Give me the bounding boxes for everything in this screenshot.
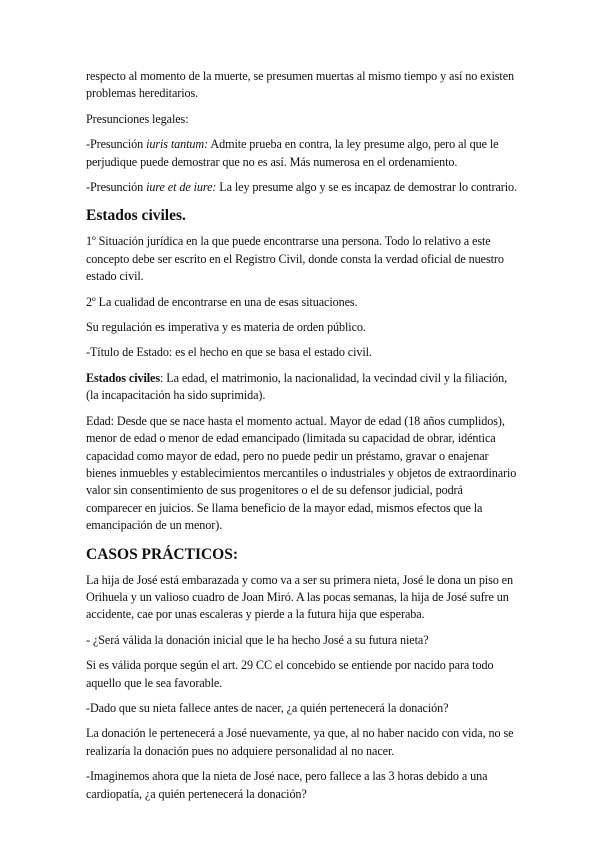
definition: : La edad, el matrimonio, la nacionalidad, la vecindad civil y la filiación, (la incapacitación ha sido suprimida). xyxy=(86,370,508,403)
paragraph-iuris-tantum xyxy=(86,136,518,171)
question-2: -Dado que su nieta fallece antes de nacer, ¿a quién pertenecerá la donación? xyxy=(86,700,449,715)
question-1: - ¿Será válida la donación inicial que le ha hecho José a su futura nieta? xyxy=(86,632,429,647)
definition: Admite prueba en contra, la ley presume algo, pero al que le perjudique puede demostrar que no es así. Más numerosa en el ordenamiento. xyxy=(86,137,499,169)
section-heading-casos: CASOS PRÁCTICOS: xyxy=(86,545,239,563)
prefix: -Presunción xyxy=(86,137,147,152)
paragraph-estados-list xyxy=(86,370,518,405)
prefix: -Presunción xyxy=(86,180,147,195)
answer-2: La donación le pertenecerá a José nuevamente, ya que, al no haber nacido con vida, no se realizaría la donación pues no adquiere personalidad al no nacer. xyxy=(86,726,514,758)
paragraph-cualidad: 2º La cualidad de encontrarse en una de esas situaciones. xyxy=(86,294,358,309)
latin-term: iure et de iure: xyxy=(146,180,217,195)
paragraph-situacion: 1º Situación jurídica en la que puede encontrarse una persona. Todo lo relativo a este concepto debe ser escrito en el Registro Civil, donde consta la verdad oficial de nuestro estado civil. xyxy=(86,234,504,284)
paragraph-titulo: -Título de Estado: es el hecho en que se basa el estado civil. xyxy=(86,345,372,360)
presunciones-heading: Presunciones legales: xyxy=(86,111,189,126)
section-heading-estados: Estados civiles. xyxy=(86,207,186,225)
latin-term: iuris tantum: xyxy=(146,137,209,152)
document-body xyxy=(86,68,518,811)
definition: La ley presume algo y se es incapaz de demostrar lo contrario. xyxy=(216,180,517,195)
paragraph-caso: La hija de José está embarazada y como va a ser su primera nieta, José le dona un piso en Orihuela y un valioso cuadro de Joan Miró. A las pocas semanas, la hija de José sufre un accidente, cae por unas escaleras y pierde a la futura hija que esperaba. xyxy=(86,572,513,622)
paragraph-edad: Edad: Desde que se nace hasta el momento actual. Mayor de edad (18 años cumplidos), menor de edad o menor de edad emancipado (limitada su capacidad de obrar, idéntica capacidad como mayor de edad, pero no puede pedir un préstamo, gravar o enajenar bienes inmuebles y establecimientos mercantiles o industriales y objetos de extraordinario valor sin consentimiento de sus progenitores o el de su defensor judicial, podrá comparecer en juicios. Se llama beneficio de la mayor edad, mismos efectos que la emancipación de un menor). xyxy=(86,413,517,533)
paragraph-iure-et-de-iure xyxy=(86,179,518,196)
paragraph-intro: respecto al momento de la muerte, se presumen muertas al mismo tiempo y así no existen problemas hereditarios. xyxy=(86,69,515,101)
paragraph-regulacion: Su regulación es imperativa y es materia de orden público. xyxy=(86,320,366,335)
bold-term: Estados civiles xyxy=(86,370,160,385)
question-3: -Imaginemos ahora que la nieta de José nace, pero fallece a las 3 horas debido a una cardiopatía, ¿a quién pertenecerá la donación? xyxy=(86,769,488,801)
answer-1: Si es válida porque según el art. 29 CC el concebido se entiende por nacido para todo aquello que le sea favorable. xyxy=(86,658,494,690)
